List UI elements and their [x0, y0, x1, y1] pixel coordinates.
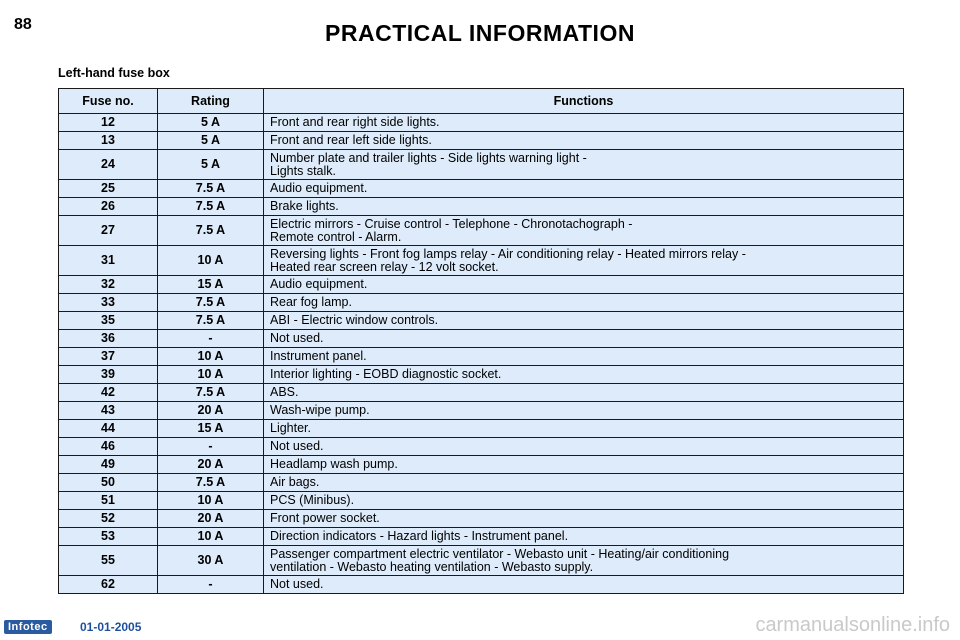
rating-cell: 20 A: [158, 510, 264, 528]
table-row: [59, 528, 904, 546]
rating-cell: 7.5 A: [158, 294, 264, 312]
function-line: Brake lights.: [270, 199, 339, 213]
table-row: [59, 132, 904, 150]
table-row: [59, 366, 904, 384]
fuse-number-cell: 50: [59, 474, 158, 492]
function-line: Number plate and trailer lights - Side lights warning light -: [270, 150, 587, 165]
fuse-number-cell: 42: [59, 384, 158, 402]
rating-cell: 10 A: [158, 528, 264, 546]
fuse-number-cell: 24: [59, 150, 158, 180]
rating-cell: 15 A: [158, 276, 264, 294]
function-line: Air bags.: [270, 475, 320, 489]
function-line: Heated rear screen relay - 12 volt socket.: [270, 259, 499, 274]
table-row: [59, 474, 904, 492]
fuse-number-cell: 44: [59, 420, 158, 438]
table-row: [59, 438, 904, 456]
function-line: Interior lighting - EOBD diagnostic socket.: [270, 367, 502, 381]
rating-cell: 30 A: [158, 546, 264, 576]
functions-cell: [264, 420, 904, 438]
watermark: carmanualsonline.info: [755, 614, 950, 636]
function-line: Wash-wipe pump.: [270, 403, 370, 417]
functions-cell: [264, 510, 904, 528]
functions-cell: [264, 216, 904, 246]
rating-cell: 5 A: [158, 150, 264, 180]
functions-cell: [264, 330, 904, 348]
function-line: Reversing lights - Front fog lamps relay - Air conditioning relay - Heated mirrors relay -: [270, 246, 746, 261]
page-title: PRACTICAL INFORMATION: [325, 20, 635, 46]
table-row: [59, 576, 904, 594]
fuse-number-cell: 32: [59, 276, 158, 294]
table-row: [59, 294, 904, 312]
function-line: Lighter.: [270, 421, 312, 435]
table-header-row: [59, 89, 904, 114]
fuse-number-cell: 26: [59, 198, 158, 216]
function-line: PCS (Minibus).: [270, 493, 355, 507]
rating-cell: 10 A: [158, 348, 264, 366]
function-line: Front and rear right side lights.: [270, 115, 440, 129]
functions-cell: [264, 276, 904, 294]
functions-cell: [264, 114, 904, 132]
fuse-number-cell: 43: [59, 402, 158, 420]
function-line: Electric mirrors - Cruise control - Telephone - Chronotachograph -: [270, 216, 633, 231]
rating-cell: 20 A: [158, 456, 264, 474]
table-row: [59, 312, 904, 330]
rating-cell: 5 A: [158, 114, 264, 132]
rating-cell: 7.5 A: [158, 384, 264, 402]
fuse-number-cell: 49: [59, 456, 158, 474]
rating-cell: -: [158, 576, 264, 594]
table-row: [59, 348, 904, 366]
table-row: [59, 150, 904, 180]
rating-cell: 15 A: [158, 420, 264, 438]
functions-cell: [264, 546, 904, 576]
table-row: [59, 456, 904, 474]
function-line: Audio equipment.: [270, 181, 368, 195]
rating-cell: -: [158, 438, 264, 456]
table-row: [59, 246, 904, 276]
rating-cell: 7.5 A: [158, 180, 264, 198]
functions-cell: [264, 312, 904, 330]
rating-cell: 7.5 A: [158, 198, 264, 216]
function-line: Direction indicators - Hazard lights - Instrument panel.: [270, 529, 569, 543]
functions-cell: [264, 150, 904, 180]
table-row: [59, 402, 904, 420]
rating-cell: 7.5 A: [158, 474, 264, 492]
fuse-number-cell: 36: [59, 330, 158, 348]
header-rating: Rating: [158, 89, 264, 114]
fuse-number-cell: 46: [59, 438, 158, 456]
table-row: [59, 546, 904, 576]
table-row: [59, 330, 904, 348]
infotec-logo: Infotec: [4, 620, 52, 634]
function-line: Not used.: [270, 577, 324, 591]
fuse-number-cell: 25: [59, 180, 158, 198]
rating-cell: 7.5 A: [158, 312, 264, 330]
table-body: [59, 114, 904, 594]
rating-cell: -: [158, 330, 264, 348]
function-line: ABS.: [270, 385, 299, 399]
rating-cell: 10 A: [158, 246, 264, 276]
section-label: Left-hand fuse box: [58, 66, 170, 80]
function-line: Passenger compartment electric ventilator - Webasto unit - Heating/air conditioning: [270, 546, 730, 561]
rating-cell: 10 A: [158, 492, 264, 510]
table-row: [59, 180, 904, 198]
functions-cell: [264, 180, 904, 198]
fuse-number-cell: 33: [59, 294, 158, 312]
fuse-number-cell: 51: [59, 492, 158, 510]
footer-date: 01-01-2005: [80, 620, 142, 634]
functions-cell: [264, 246, 904, 276]
function-line: Front and rear left side lights.: [270, 133, 432, 147]
table-row: [59, 492, 904, 510]
rating-cell: 5 A: [158, 132, 264, 150]
fuse-number-cell: 52: [59, 510, 158, 528]
table-row: [59, 510, 904, 528]
function-line: Audio equipment.: [270, 277, 368, 291]
fuse-number-cell: 31: [59, 246, 158, 276]
header-fuse-no: Fuse no.: [59, 89, 158, 114]
table-row: [59, 384, 904, 402]
fuse-number-cell: 55: [59, 546, 158, 576]
functions-cell: [264, 366, 904, 384]
functions-cell: [264, 528, 904, 546]
function-line: ABI - Electric window controls.: [270, 313, 439, 327]
function-line: Lights stalk.: [270, 163, 337, 178]
function-line: Not used.: [270, 331, 324, 345]
functions-cell: [264, 384, 904, 402]
fuse-number-cell: 62: [59, 576, 158, 594]
table-row: [59, 276, 904, 294]
functions-cell: [264, 474, 904, 492]
fuse-number-cell: 13: [59, 132, 158, 150]
functions-cell: [264, 294, 904, 312]
function-line: Headlamp wash pump.: [270, 457, 398, 471]
function-line: Front power socket.: [270, 511, 380, 525]
functions-cell: [264, 438, 904, 456]
functions-cell: [264, 456, 904, 474]
fuse-number-cell: 39: [59, 366, 158, 384]
function-line: Instrument panel.: [270, 349, 367, 363]
functions-cell: [264, 348, 904, 366]
functions-cell: [264, 492, 904, 510]
fuse-table: [58, 88, 904, 594]
page-number: 88: [14, 16, 32, 33]
functions-cell: [264, 198, 904, 216]
rating-cell: 20 A: [158, 402, 264, 420]
table-row: [59, 216, 904, 246]
fuse-number-cell: 12: [59, 114, 158, 132]
fuse-number-cell: 27: [59, 216, 158, 246]
functions-cell: [264, 402, 904, 420]
fuse-number-cell: 53: [59, 528, 158, 546]
function-line: ventilation - Webasto heating ventilation - Webasto supply.: [270, 559, 594, 574]
functions-cell: [264, 132, 904, 150]
function-line: Not used.: [270, 439, 324, 453]
fuse-number-cell: 37: [59, 348, 158, 366]
functions-cell: [264, 576, 904, 594]
header-functions: Functions: [264, 89, 904, 114]
table-row: [59, 420, 904, 438]
table-row: [59, 114, 904, 132]
rating-cell: 7.5 A: [158, 216, 264, 246]
function-line: Rear fog lamp.: [270, 295, 352, 309]
rating-cell: 10 A: [158, 366, 264, 384]
fuse-number-cell: 35: [59, 312, 158, 330]
table-row: [59, 198, 904, 216]
function-line: Remote control - Alarm.: [270, 229, 402, 244]
